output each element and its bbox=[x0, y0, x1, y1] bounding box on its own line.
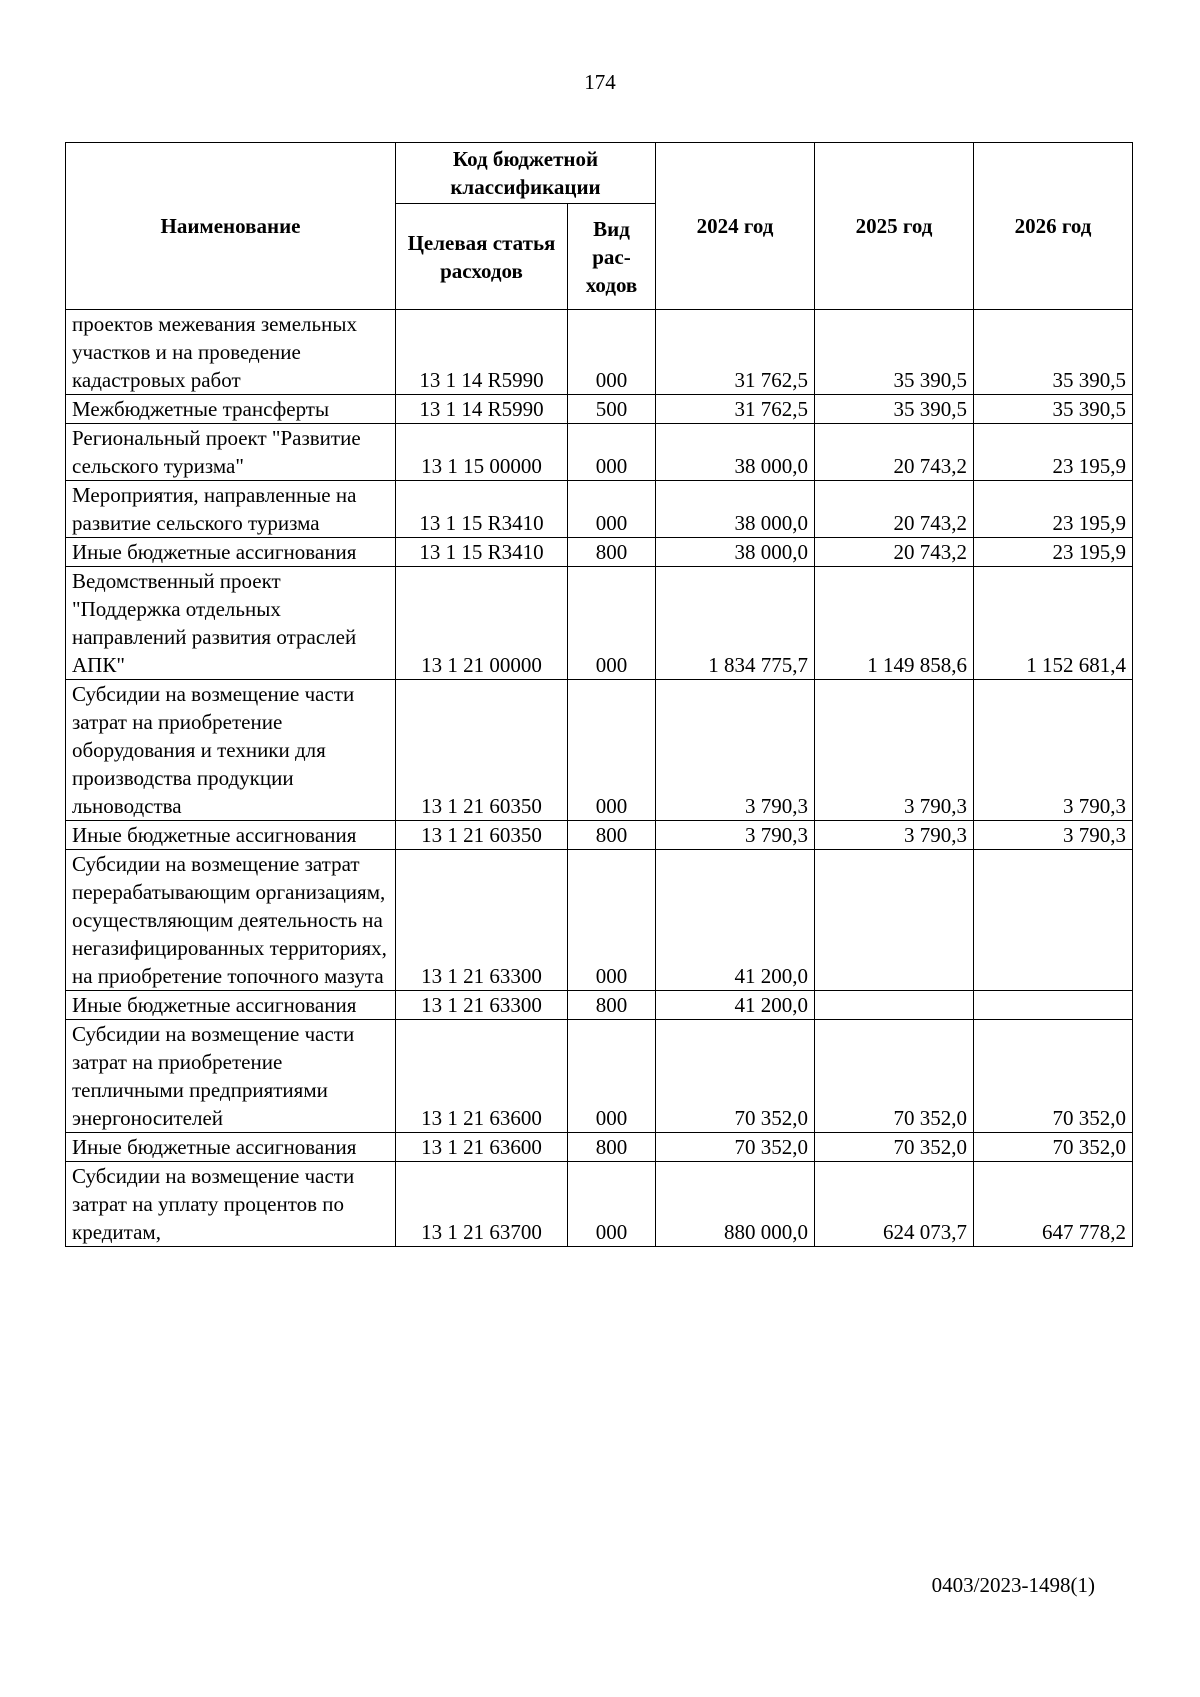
row-value-2026 bbox=[974, 991, 1133, 1020]
table-row bbox=[66, 1020, 1133, 1133]
row-value-2024: 31 762,5 bbox=[656, 310, 815, 395]
row-value-2024: 41 200,0 bbox=[656, 991, 815, 1020]
row-expense-kind: 000 bbox=[568, 1162, 656, 1247]
row-value-2026: 23 195,9 bbox=[974, 538, 1133, 567]
row-name: Субсидии на возмещение части затрат на уплату процентов по кредитам, bbox=[66, 1162, 396, 1247]
row-value-2026: 23 195,9 bbox=[974, 481, 1133, 538]
row-target-article: 13 1 21 63300 bbox=[396, 991, 568, 1020]
row-value-2025: 624 073,7 bbox=[815, 1162, 974, 1247]
table-row bbox=[66, 991, 1133, 1020]
row-value-2025 bbox=[815, 850, 974, 991]
header-2025: 2025 год bbox=[815, 143, 974, 310]
row-value-2025: 35 390,5 bbox=[815, 310, 974, 395]
row-value-2026: 1 152 681,4 bbox=[974, 567, 1133, 680]
table-row bbox=[66, 567, 1133, 680]
row-target-article: 13 1 21 63300 bbox=[396, 850, 568, 991]
row-value-2025: 70 352,0 bbox=[815, 1133, 974, 1162]
row-name: проектов межевания земельных участков и на проведение кадастровых работ bbox=[66, 310, 396, 395]
row-name: Иные бюджетные ассигнования bbox=[66, 538, 396, 567]
row-value-2026: 647 778,2 bbox=[974, 1162, 1133, 1247]
row-name: Субсидии на возмещение части затрат на приобретение оборудования и техники для производства продукции льноводства bbox=[66, 680, 396, 821]
row-expense-kind: 000 bbox=[568, 567, 656, 680]
row-value-2026: 70 352,0 bbox=[974, 1133, 1133, 1162]
row-value-2024: 3 790,3 bbox=[656, 821, 815, 850]
table-row bbox=[66, 1162, 1133, 1247]
header-budget-code: Код бюджетной классификации bbox=[396, 143, 656, 204]
row-value-2024: 38 000,0 bbox=[656, 481, 815, 538]
row-target-article: 13 1 21 60350 bbox=[396, 821, 568, 850]
row-target-article: 13 1 21 00000 bbox=[396, 567, 568, 680]
row-expense-kind: 800 bbox=[568, 1133, 656, 1162]
row-value-2025: 3 790,3 bbox=[815, 821, 974, 850]
row-value-2025: 35 390,5 bbox=[815, 395, 974, 424]
row-name: Региональный проект "Развитие сельского туризма" bbox=[66, 424, 396, 481]
table-row bbox=[66, 424, 1133, 481]
row-target-article: 13 1 14 R5990 bbox=[396, 395, 568, 424]
table-row bbox=[66, 310, 1133, 395]
row-value-2025 bbox=[815, 991, 974, 1020]
header-target-article: Целевая статья расходов bbox=[396, 204, 568, 310]
row-name: Иные бюджетные ассигнования bbox=[66, 821, 396, 850]
row-expense-kind: 800 bbox=[568, 821, 656, 850]
row-value-2024: 1 834 775,7 bbox=[656, 567, 815, 680]
row-expense-kind: 000 bbox=[568, 680, 656, 821]
row-value-2024: 38 000,0 bbox=[656, 538, 815, 567]
row-value-2024: 70 352,0 bbox=[656, 1020, 815, 1133]
row-name: Межбюджетные трансферты bbox=[66, 395, 396, 424]
row-name: Субсидии на возмещение части затрат на приобретение тепличными предприятиями энергоносителей bbox=[66, 1020, 396, 1133]
row-expense-kind: 000 bbox=[568, 424, 656, 481]
header-2026: 2026 год bbox=[974, 143, 1133, 310]
row-expense-kind: 000 bbox=[568, 1020, 656, 1133]
row-value-2025: 1 149 858,6 bbox=[815, 567, 974, 680]
row-name: Субсидии на возмещение затрат перерабатывающим организациям, осуществляющим деятельность на негазифицированных территориях, на приобретение топочного мазута bbox=[66, 850, 396, 991]
table-row bbox=[66, 680, 1133, 821]
row-expense-kind: 000 bbox=[568, 310, 656, 395]
row-value-2026: 35 390,5 bbox=[974, 395, 1133, 424]
row-expense-kind: 800 bbox=[568, 538, 656, 567]
row-target-article: 13 1 15 R3410 bbox=[396, 538, 568, 567]
table-row bbox=[66, 395, 1133, 424]
row-value-2024: 880 000,0 bbox=[656, 1162, 815, 1247]
row-name: Мероприятия, направленные на развитие сельского туризма bbox=[66, 481, 396, 538]
row-expense-kind: 800 bbox=[568, 991, 656, 1020]
row-value-2024: 3 790,3 bbox=[656, 680, 815, 821]
row-value-2026: 3 790,3 bbox=[974, 821, 1133, 850]
row-target-article: 13 1 15 R3410 bbox=[396, 481, 568, 538]
row-value-2026: 23 195,9 bbox=[974, 424, 1133, 481]
row-name: Ведомственный проект "Поддержка отдельных направлений развития отраслей АПК" bbox=[66, 567, 396, 680]
row-target-article: 13 1 15 00000 bbox=[396, 424, 568, 481]
row-value-2026 bbox=[974, 850, 1133, 991]
row-expense-kind: 000 bbox=[568, 850, 656, 991]
row-target-article: 13 1 21 60350 bbox=[396, 680, 568, 821]
row-name: Иные бюджетные ассигнования bbox=[66, 991, 396, 1020]
header-2024: 2024 год bbox=[656, 143, 815, 310]
table-header bbox=[66, 143, 1133, 310]
table-row bbox=[66, 538, 1133, 567]
row-value-2024: 41 200,0 bbox=[656, 850, 815, 991]
table-row bbox=[66, 1133, 1133, 1162]
header-expense-kind: Вид рас-ходов bbox=[568, 204, 656, 310]
row-target-article: 13 1 21 63600 bbox=[396, 1133, 568, 1162]
row-value-2024: 70 352,0 bbox=[656, 1133, 815, 1162]
row-value-2025: 70 352,0 bbox=[815, 1020, 974, 1133]
document-code: 0403/2023-1498(1) bbox=[931, 1573, 1095, 1597]
table-row bbox=[66, 821, 1133, 850]
row-value-2025: 20 743,2 bbox=[815, 538, 974, 567]
table-body bbox=[66, 310, 1133, 1247]
row-expense-kind: 500 bbox=[568, 395, 656, 424]
budget-table bbox=[65, 142, 1133, 1247]
row-value-2025: 3 790,3 bbox=[815, 680, 974, 821]
row-value-2024: 38 000,0 bbox=[656, 424, 815, 481]
row-target-article: 13 1 14 R5990 bbox=[396, 310, 568, 395]
table-row bbox=[66, 481, 1133, 538]
row-value-2025: 20 743,2 bbox=[815, 481, 974, 538]
table-row bbox=[66, 850, 1133, 991]
page-number: 174 bbox=[584, 70, 616, 94]
row-target-article: 13 1 21 63700 bbox=[396, 1162, 568, 1247]
row-name: Иные бюджетные ассигнования bbox=[66, 1133, 396, 1162]
header-name: Наименование bbox=[66, 143, 396, 310]
row-value-2026: 70 352,0 bbox=[974, 1020, 1133, 1133]
row-value-2026: 35 390,5 bbox=[974, 310, 1133, 395]
row-value-2026: 3 790,3 bbox=[974, 680, 1133, 821]
row-value-2024: 31 762,5 bbox=[656, 395, 815, 424]
row-expense-kind: 000 bbox=[568, 481, 656, 538]
row-target-article: 13 1 21 63600 bbox=[396, 1020, 568, 1133]
row-value-2025: 20 743,2 bbox=[815, 424, 974, 481]
